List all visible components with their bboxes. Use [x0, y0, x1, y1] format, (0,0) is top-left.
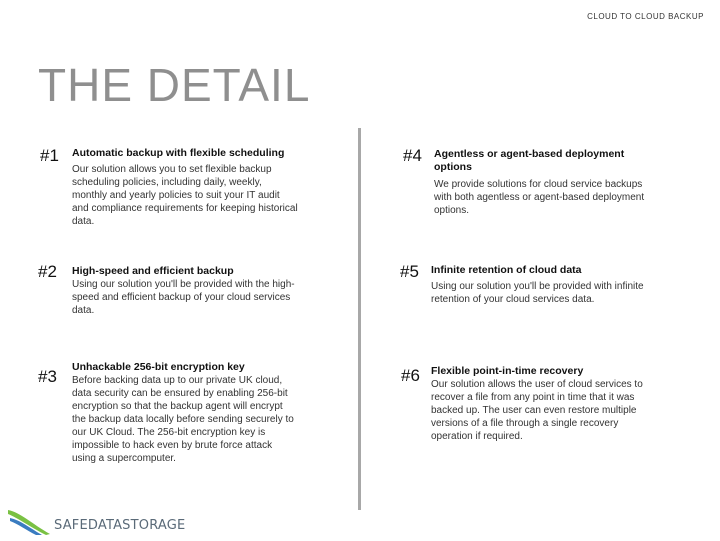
feature-number: #6 — [401, 366, 420, 385]
feature-description: Using our solution you'll be provided with infinite retention of your cloud services data. — [431, 281, 644, 305]
feature-heading: Agentless or agent-based deployment options — [434, 148, 625, 173]
feature-number: #5 — [400, 262, 419, 281]
feature-number: #1 — [40, 146, 59, 165]
feature-number: #4 — [403, 146, 422, 165]
feature-heading: Automatic backup with flexible scheduling — [72, 147, 285, 159]
feature-number: #2 — [38, 262, 57, 281]
logo-text: SAFEDATASTORAGE — [54, 518, 186, 533]
feature-number: #3 — [38, 367, 57, 386]
feature-heading: Flexible point-in-time recovery — [431, 365, 584, 377]
header-label: CLOUD TO CLOUD BACKUP — [587, 12, 704, 21]
feature-description: Before backing data up to our private UK cloud, data security can be ensured by enabling 256-bit encryption so that the backup agent will encrypt the backup data locally before sending securely to our UK Cloud. The 256-bit encryption key is impossible to hack even by brute force attack using a supercomputer. — [72, 375, 294, 464]
feature-description: We provide solutions for cloud service backups with both agentless or agent-based deployment options. — [434, 179, 645, 216]
feature-description: Our solution allows you to set flexible backup scheduling policies, including daily, weekly, monthly and yearly policies to suit your IT audit and compliance requirements for keeping historical data. — [72, 164, 298, 227]
feature-description: Using our solution you'll be provided with the high- speed and efficient backup of your cloud services data. — [72, 279, 295, 316]
logo-swoosh-icon — [6, 506, 54, 536]
feature-heading: Unhackable 256-bit encryption key — [72, 361, 245, 373]
page-title: THE DETAIL — [38, 59, 311, 111]
column-divider — [358, 128, 361, 510]
feature-heading: Infinite retention of cloud data — [431, 264, 582, 276]
feature-description: Our solution allows the user of cloud services to recover a file from any point in time that it was backed up. The user can even restore multiple versions of a file through a single recovery operation if required. — [431, 379, 643, 442]
feature-heading: High-speed and efficient backup — [72, 265, 234, 277]
company-logo — [6, 506, 186, 536]
